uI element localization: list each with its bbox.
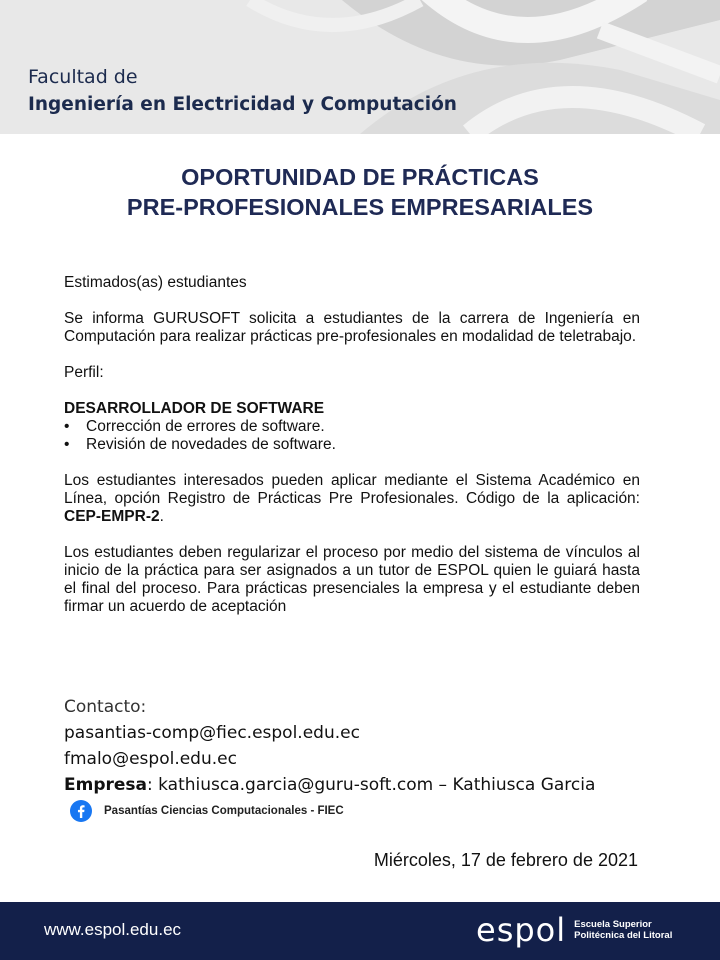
footer-bar — [0, 902, 720, 960]
process-paragraph: Los estudiantes deben regularizar el proceso por medio del sistema de vínculos al inicio de la práctica para ser asignados a un tutor de ESPOL quien le guiará hasta el final del proceso. Para prácticas presenciales la empresa y el estudiante deben firmar un acuerdo de aceptación — [64, 544, 640, 615]
facebook-link[interactable] — [70, 800, 664, 822]
greeting: Estimados(as) estudiantes — [64, 274, 247, 291]
title-line1: OPORTUNIDAD DE PRÁCTICAS — [181, 164, 539, 190]
apply-text: Los estudiantes interesados pueden aplicar mediante el Sistema Académico en Línea, opción Registro de Prácticas Pre Profesionales. Código de la aplicación: — [64, 472, 640, 507]
footer-url[interactable]: www.espol.edu.ec — [44, 920, 182, 939]
facebook-icon — [70, 800, 92, 822]
company-contact — [64, 772, 664, 798]
facebook-page-name[interactable]: Pasantías Ciencias Computacionales - FIEC — [104, 805, 344, 817]
announcement-title — [0, 162, 720, 222]
application-code-suffix: . — [159, 508, 164, 525]
title-line2: PRE-PROFESIONALES EMPRESARIALES — [126, 194, 594, 220]
perfil-label: Perfil: — [64, 364, 104, 381]
bullet-dot: • — [64, 436, 70, 453]
duty-item — [64, 418, 640, 436]
company-label: Empresa — [64, 775, 147, 795]
bullet-dot: • — [64, 418, 70, 435]
contact-email-1[interactable]: pasantias-comp@fiec.espol.edu.ec — [64, 723, 360, 743]
logo-sub-line1: Escuela Superior — [574, 919, 652, 930]
espol-logo — [476, 910, 672, 950]
contact-heading: Contacto: — [64, 697, 147, 717]
espol-logo-subtitle — [574, 919, 672, 941]
announcement-body — [64, 274, 640, 616]
duty-text: Corrección de errores de software. — [86, 418, 325, 435]
header-banner — [0, 0, 720, 134]
duty-item — [64, 436, 640, 454]
intro-paragraph: Se informa GURUSOFT solicita a estudiantes de la carrera de Ingeniería en Computación para realizar prácticas pre-profesionales en modalidad de teletrabajo. — [64, 310, 640, 345]
espol-logo-word: espol — [476, 911, 567, 949]
company-contact-text[interactable]: : kathiusca.garcia@guru-soft.com – Kathiusca Garcia — [147, 775, 596, 795]
faculty-line2: Ingeniería en Electricidad y Computación — [28, 94, 457, 115]
faculty-name — [28, 64, 457, 120]
publication-date: Miércoles, 17 de febrero de 2021 — [373, 850, 638, 870]
role-title — [64, 400, 640, 418]
faculty-line1: Facultad de — [28, 66, 138, 88]
role-title-text: DESARROLLADOR DE SOFTWARE — [64, 400, 325, 417]
contact-section — [64, 694, 664, 822]
application-code: CEP-EMPR-2 — [64, 508, 160, 525]
logo-sub-line2: Politécnica del Litoral — [574, 930, 673, 941]
duty-text: Revisión de novedades de software. — [86, 436, 336, 453]
apply-paragraph — [64, 472, 640, 526]
contact-email-2[interactable]: fmalo@espol.edu.ec — [64, 749, 237, 769]
